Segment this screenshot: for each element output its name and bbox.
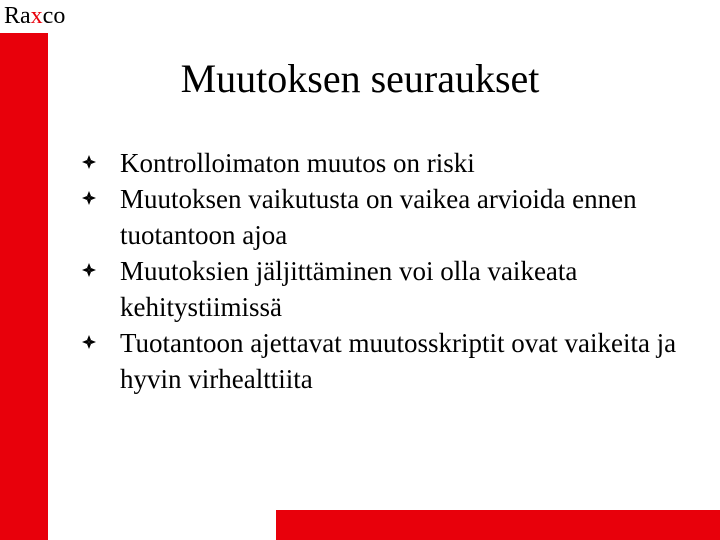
diamond-bullet-icon xyxy=(82,335,96,349)
diamond-bullet-icon xyxy=(82,155,96,169)
diamond-bullet-icon xyxy=(82,191,96,205)
company-logo xyxy=(4,2,65,30)
bullet-text: Muutoksien jäljittäminen voi olla vaikeata kehitystiimissä xyxy=(120,256,578,322)
logo-text-prefix: Ra xyxy=(4,3,31,29)
bullet-item xyxy=(82,145,692,181)
bullet-item xyxy=(82,325,692,397)
bottom-accent-bar xyxy=(276,510,720,540)
diamond-bullet-icon xyxy=(82,263,96,277)
bullet-list xyxy=(82,145,692,397)
slide-title: Muutoksen seuraukset xyxy=(180,56,540,101)
logo-text-suffix: co xyxy=(42,3,66,29)
bullet-text: Tuotantoon ajettavat muutosskriptit ovat vaikeita ja hyvin virhealttiita xyxy=(120,328,677,394)
bullet-item xyxy=(82,253,692,325)
bullet-item xyxy=(82,181,692,253)
left-accent-bar xyxy=(0,33,48,540)
bullet-text: Kontrolloimaton muutos on riski xyxy=(120,148,475,178)
bullet-text: Muutoksen vaikutusta on vaikea arvioida ennen tuotantoon ajoa xyxy=(120,184,637,250)
logo-text-accent: x xyxy=(30,3,43,29)
